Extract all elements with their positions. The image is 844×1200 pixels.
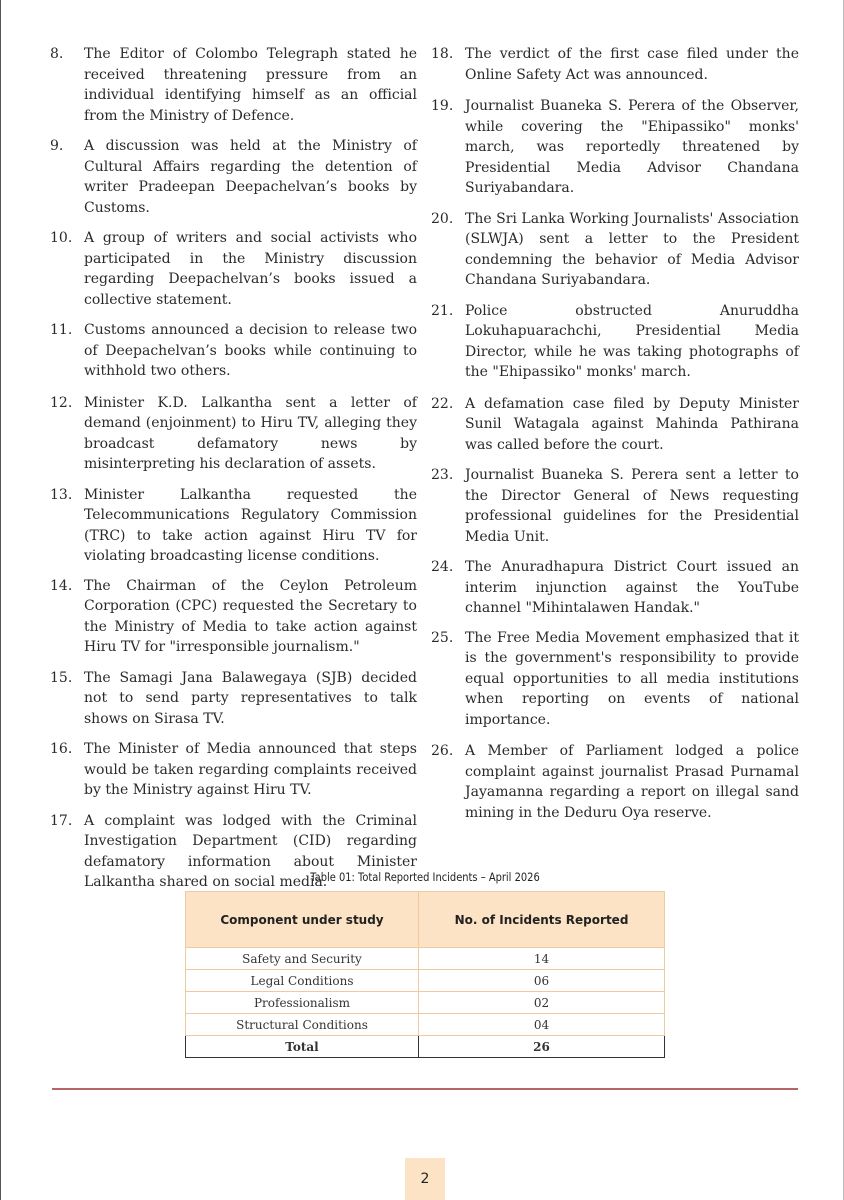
table-header-component: Component under study bbox=[186, 892, 419, 948]
table-cell-count: 04 bbox=[419, 1014, 665, 1036]
list-item-number: 15. bbox=[50, 669, 73, 686]
list-item-number: 17. bbox=[50, 812, 73, 829]
list-item-number: 10. bbox=[50, 230, 73, 246]
list-item-text: A defamation case filed by Deputy Minister Sunil Watagala against Mahinda Pathirana was called before the court. bbox=[465, 395, 799, 453]
table-row bbox=[186, 948, 665, 970]
table-row bbox=[186, 992, 665, 1014]
list-item-text: The Editor of Colombo Telegraph stated he received threatening pressure from an individual identifying himself as an official from the Ministry of Defence. bbox=[84, 46, 417, 124]
list-item-text: A Member of Parliament lodged a police complaint against journalist Prasad Purnamal Jayamanna regarding a report on illegal sand mining in the Deduru Oya reserve. bbox=[465, 743, 799, 821]
list-item-text: The verdict of the first case filed under the Online Safety Act was announced. bbox=[465, 46, 799, 83]
page-border-left bbox=[0, 0, 1, 1200]
list-item bbox=[50, 320, 417, 382]
list-item bbox=[50, 485, 417, 567]
left-column bbox=[50, 44, 417, 893]
table-header-count: No. of Incidents Reported bbox=[419, 892, 665, 948]
list-item bbox=[431, 301, 799, 383]
list-item-number: 25. bbox=[431, 629, 454, 646]
list-item bbox=[50, 668, 417, 730]
list-item bbox=[431, 96, 799, 199]
list-item-text: Customs announced a decision to release two of Deepachelvan’s books while continuing to withhold two others. bbox=[84, 322, 417, 379]
list-item-text: A complaint was lodged with the Criminal Investigation Department (CID) regarding defamatory information about Minister Lalkantha shared on social media. bbox=[84, 812, 417, 890]
list-item-text: Journalist Buaneka S. Perera of the Observer, while covering the "Ehipassiko" monks' march, was reportedly threatened by Presidential Media Advisor Chandana Suriyabandara. bbox=[465, 98, 799, 196]
table-cell-count: 06 bbox=[419, 970, 665, 992]
list-item-number: 23. bbox=[431, 467, 454, 483]
list-item-number: 19. bbox=[431, 98, 454, 114]
table-total-label: Total bbox=[186, 1036, 419, 1058]
list-item bbox=[50, 136, 417, 218]
list-item bbox=[50, 44, 417, 126]
table-row bbox=[186, 970, 665, 992]
list-item bbox=[431, 628, 799, 731]
table-cell-count: 14 bbox=[419, 948, 665, 970]
list-item-text: Minister Lalkantha requested the Telecommunications Regulatory Commission (TRC) to take action against Hiru TV for violating broadcasting license conditions. bbox=[84, 486, 417, 564]
list-item-number: 26. bbox=[431, 743, 454, 759]
list-item-text: The Free Media Movement emphasized that it is the government's responsibility to provide equal opportunities to all media institutions when reporting on events of national importance. bbox=[465, 629, 799, 728]
table-cell-component: Legal Conditions bbox=[186, 970, 419, 992]
list-item bbox=[50, 228, 417, 310]
list-item-text: The Sri Lanka Working Journalists' Association (SLWJA) sent a letter to the President condemning the behavior of Media Advisor Chandana Suriyabandara. bbox=[465, 210, 799, 288]
incidents-table bbox=[185, 891, 665, 1058]
list-item-number: 12. bbox=[50, 394, 73, 411]
table-row bbox=[186, 1014, 665, 1036]
list-item-number: 16. bbox=[50, 741, 73, 757]
table-cell-component: Safety and Security bbox=[186, 948, 419, 970]
table-caption: Table 01: Total Reported Incidents – April 2026 bbox=[310, 870, 540, 884]
list-item-text: A group of writers and social activists who participated in the Ministry discussion regarding Deepachelvan’s books issued a collective statement. bbox=[84, 230, 417, 308]
table-total-row bbox=[186, 1036, 665, 1058]
list-item bbox=[431, 465, 799, 547]
table-cell-component: Professionalism bbox=[186, 992, 419, 1014]
list-item bbox=[431, 557, 799, 619]
table-header-row bbox=[186, 892, 665, 948]
list-item-text: The Chairman of the Ceylon Petroleum Corporation (CPC) requested the Secretary to the Ministry of Media to take action against Hiru TV for "irresponsible journalism." bbox=[84, 577, 417, 655]
list-item-number: 18. bbox=[431, 46, 454, 62]
list-item-text: The Anuradhapura District Court issued an interim injunction against the YouTube channel "Mihintalawen Handak." bbox=[465, 559, 799, 616]
list-item bbox=[431, 394, 799, 456]
list-item-text: A discussion was held at the Ministry of Cultural Affairs regarding the detention of writer Pradeepan Deepachelvan’s books by Customs. bbox=[84, 138, 417, 216]
list-item-text: Journalist Buaneka S. Perera sent a letter to the Director General of News requesting professional guidelines for the Presidential Media Unit. bbox=[465, 467, 799, 545]
list-item-text: The Minister of Media announced that steps would be taken regarding complaints received by the Ministry against Hiru TV. bbox=[84, 741, 417, 798]
list-item-number: 14. bbox=[50, 577, 73, 594]
list-item-number: 21. bbox=[431, 302, 454, 319]
list-item-text: Minister K.D. Lalkantha sent a letter of demand (enjoinment) to Hiru TV, alleging they broadcast defamatory news by misinterpreting his declaration of assets. bbox=[84, 394, 417, 472]
table-cell-count: 02 bbox=[419, 992, 665, 1014]
right-column bbox=[431, 44, 799, 823]
list-item bbox=[50, 576, 417, 658]
footer-rule bbox=[52, 1088, 798, 1090]
list-item-number: 8. bbox=[50, 46, 64, 62]
list-item bbox=[431, 44, 799, 85]
list-item bbox=[431, 741, 799, 823]
list-item-number: 11. bbox=[50, 322, 73, 338]
list-item-text: The Samagi Jana Balawegaya (SJB) decided not to send party representatives to talk shows on Sirasa TV. bbox=[84, 669, 417, 727]
table-cell-component: Structural Conditions bbox=[186, 1014, 419, 1036]
list-item bbox=[431, 209, 799, 291]
list-item-number: 20. bbox=[431, 210, 454, 227]
list-item bbox=[50, 739, 417, 801]
list-item-number: 24. bbox=[431, 559, 454, 575]
list-item-number: 22. bbox=[431, 395, 454, 412]
list-item bbox=[50, 393, 417, 475]
table-total-value: 26 bbox=[419, 1036, 665, 1058]
page-number: 2 bbox=[405, 1158, 445, 1200]
list-item-text: Police obstructed Anuruddha Lokuhapuarachchi, Presidential Media Director, while he was taking photographs of the "Ehipassiko" monks' march. bbox=[465, 302, 799, 380]
list-item-number: 13. bbox=[50, 486, 73, 503]
list-item-number: 9. bbox=[50, 138, 64, 154]
